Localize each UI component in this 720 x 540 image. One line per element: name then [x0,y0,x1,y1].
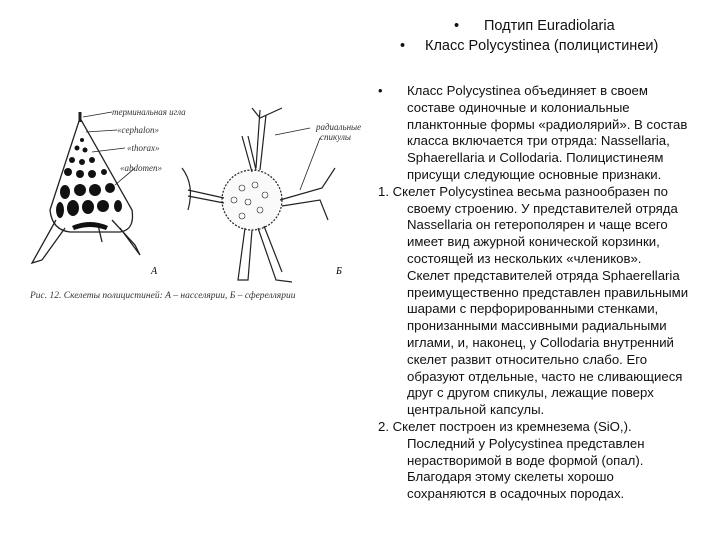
label-radial: радиальные [316,122,362,132]
body-line: сохраняются в осадочных породах. [407,486,625,502]
figure-caption: Рис. 12. Скелеты полицистиней: А – насселярии, Б – сфереллярии [30,291,296,301]
body-line: Скелет представителей отряда Sphaerellaria [407,267,680,283]
letter-a: А [151,266,158,277]
sphaerellaria-drawing [182,108,335,282]
nassellaria-labels [112,107,186,173]
radiolaria-figure [20,60,380,310]
body-line: планктонные формы «радиолярий». В состав [407,116,688,132]
body-line: Класс Polycystinea объединяет в своем [407,83,648,98]
body-line: Nassellaria он гетерополярен и чаще всего [407,217,668,233]
body-line: присущи следующие основные признаки. [407,167,662,182]
body-line: своему строению. У представителей отряда [407,200,678,216]
label-thorax: «thorax» [127,143,160,153]
letter-b: Б [336,266,342,277]
body-line: преимущественно представлен правильными [407,284,689,300]
body-line: Благодаря этому скелеты хорошо [407,469,614,485]
body-line: 1. Скелет Polycystinea весьма разнообразен по [378,183,668,199]
label-abdomen: «abdomen» [120,163,162,173]
label-spicules: спикулы [320,132,351,142]
body-line: Sphaerellaria и Collodaria. Полицистинеям [407,150,664,166]
body-line: скелет развит относительно слабо. Его [407,351,648,367]
body-line: образуют отдельные, часто не сливающиеся [407,368,683,384]
body-line: Последний у Polycystinea представлен [407,435,645,451]
body-line: составе одиночные и колониальные [407,99,630,115]
subtype-title: Подтип Euradiolaria [484,18,615,34]
body-line: пронизанными массивными радиальными [407,318,667,334]
header-bullet-2: • [400,38,406,54]
body-line: состоящей из нескольких «члеников». [407,251,642,266]
body-line: иглами, и, наконец, у Collodaria внутренний [407,335,674,350]
label-terminal-spine: терминальная игла [112,107,186,117]
body-line: шарами с перфорированными стенками, [407,301,659,317]
class-title: Класс Polycystinea (полицистинеи) [425,38,659,54]
body-line: 2. Скелет построен из кремнезема (SiO,). [378,419,632,434]
body-line: имеет вид ажурной конической корзинки, [407,234,660,250]
body-line: друг с другом спикулы, лежащие поверх [407,385,654,401]
body-line: центральной капсулы. [407,402,545,418]
body-line: нерастворимой в воде формой (опал). [407,452,644,468]
body-bullet: • [378,83,383,98]
sphaerellaria-labels [315,122,361,142]
header-bullet-1: • [454,18,460,34]
label-cephalon: «cephalon» [117,125,159,135]
body-line: класса включается три отряда: Nassellaria, [407,133,670,149]
